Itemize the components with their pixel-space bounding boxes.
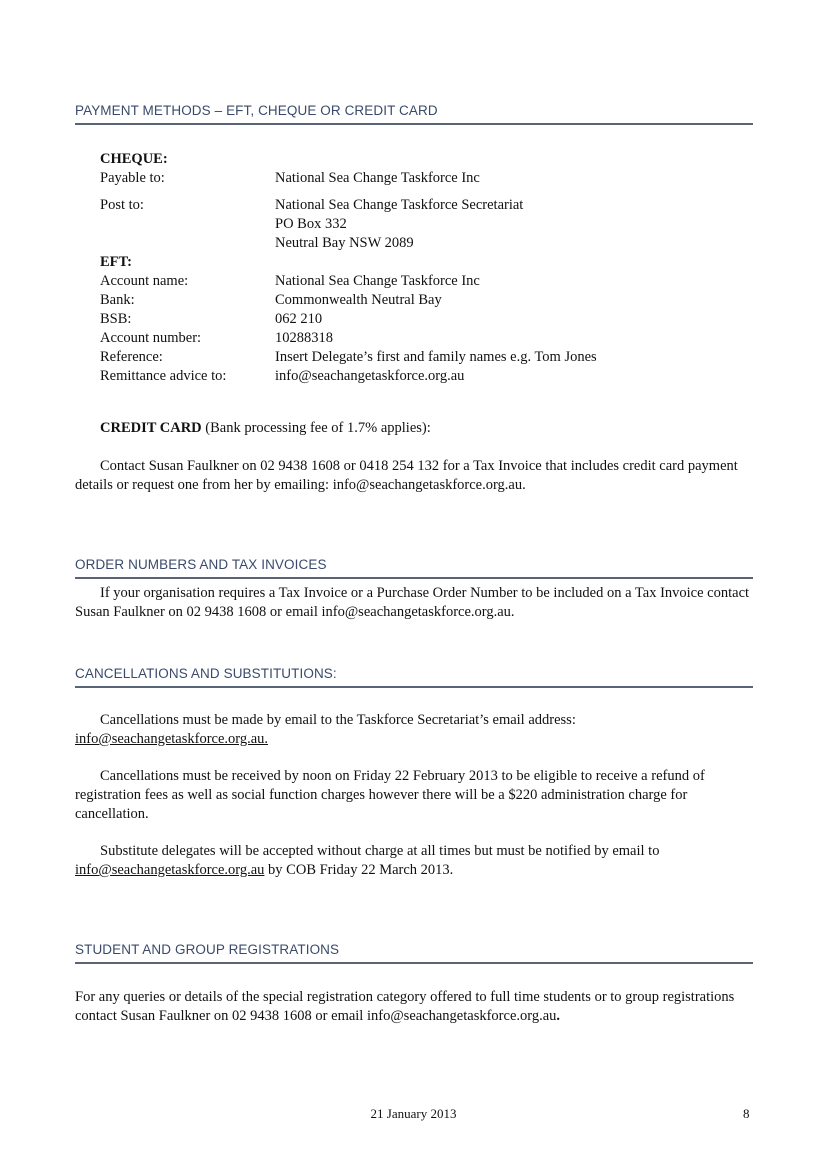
section-heading-student: STUDENT AND GROUP REGISTRATIONS: [75, 940, 753, 964]
eft-row: [100, 310, 750, 329]
cancellation-paragraph-email: [75, 711, 755, 749]
eft-title: EFT:: [100, 254, 132, 270]
student-period: .: [556, 1008, 561, 1024]
cheque-payable-row: [100, 169, 750, 188]
secretariat-email-link[interactable]: info@seachangetaskforce.org.au.: [75, 731, 269, 747]
cheque-post-address: [275, 196, 750, 253]
address-line: PO Box 332: [275, 216, 347, 232]
section-heading-cancellations: CANCELLATIONS AND SUBSTITUTIONS:: [75, 664, 753, 688]
eft-value: Insert Delegate’s first and family names e.g. Tom Jones: [275, 349, 597, 365]
eft-remittance-email: info@seachangetaskforce.org.au: [275, 368, 465, 384]
footer-date: 21 January 2013: [370, 1106, 457, 1121]
credit-card-title: CREDIT CARD: [100, 420, 202, 436]
student-text: For any queries or details of the special registration category offered to full time students or to group registrations contact Susan Faulkner on 02 9438 1608 or email info@seachangetaskforce.org.au: [75, 989, 735, 1024]
cheque-payable-label: Payable to:: [100, 170, 165, 186]
cheque-post-row: [100, 196, 750, 253]
address-line: National Sea Change Taskforce Secretariat: [275, 197, 524, 213]
eft-label: Reference:: [100, 349, 163, 365]
eft-label: BSB:: [100, 311, 132, 327]
eft-label: Account number:: [100, 330, 202, 346]
credit-card-line: [100, 419, 750, 438]
cheque-title: CHEQUE:: [100, 151, 168, 167]
eft-label: Bank:: [100, 292, 135, 308]
order-paragraph: If your organisation requires a Tax Invoice or a Purchase Order Number to be included on a Tax Invoice contact Susan Faulkner on 02 9438 1608 or email info@seachangetaskforce.org.au.: [75, 585, 750, 620]
student-paragraph: [75, 988, 755, 1026]
eft-row: [100, 291, 750, 310]
section-heading-payment: PAYMENT METHODS – EFT, CHEQUE OR CREDIT CARD: [75, 101, 753, 125]
credit-card-note: (Bank processing fee of 1.7% applies):: [201, 420, 431, 436]
cheque-post-label: Post to:: [100, 197, 144, 213]
eft-row: [100, 329, 750, 348]
eft-value: 062 210: [275, 311, 323, 327]
eft-label: Remittance advice to:: [100, 368, 227, 384]
eft-value: National Sea Change Taskforce Inc: [275, 273, 480, 289]
substitution-tail: by COB Friday 22 March 2013.: [264, 862, 454, 878]
cheque-payable-value: National Sea Change Taskforce Inc: [275, 170, 480, 186]
substitution-paragraph: [75, 842, 755, 880]
eft-label: Account name:: [100, 273, 189, 289]
cheque-block: [100, 150, 750, 386]
cancellation-paragraph-deadline: Cancellations must be received by noon on Friday 22 February 2013 to be eligible to receive a refund of registration fees as well as social function charges however there will be a $220 administration charge for cancellation.: [75, 768, 705, 822]
address-line: Neutral Bay NSW 2089: [275, 235, 414, 251]
eft-row: [100, 367, 750, 386]
eft-value: 10288318: [275, 330, 333, 346]
eft-row: [100, 272, 750, 291]
substitution-text: Substitute delegates will be accepted without charge at all times but must be notified by email to: [100, 843, 660, 859]
substitution-email-link[interactable]: info@seachangetaskforce.org.au: [75, 862, 265, 878]
eft-row: [100, 348, 750, 367]
page-number: 8: [743, 1106, 750, 1121]
section-heading-order: ORDER NUMBERS AND TAX INVOICES: [75, 555, 753, 579]
cancellation-text: Cancellations must be made by email to the Taskforce Secretariat’s email address:: [100, 712, 576, 728]
eft-value: Commonwealth Neutral Bay: [275, 292, 442, 308]
credit-card-contact: Contact Susan Faulkner on 02 9438 1608 or 0418 254 132 for a Tax Invoice that includes credit card payment details or request one from her by emailing: info@seachangetaskforce.org.au.: [75, 458, 738, 493]
